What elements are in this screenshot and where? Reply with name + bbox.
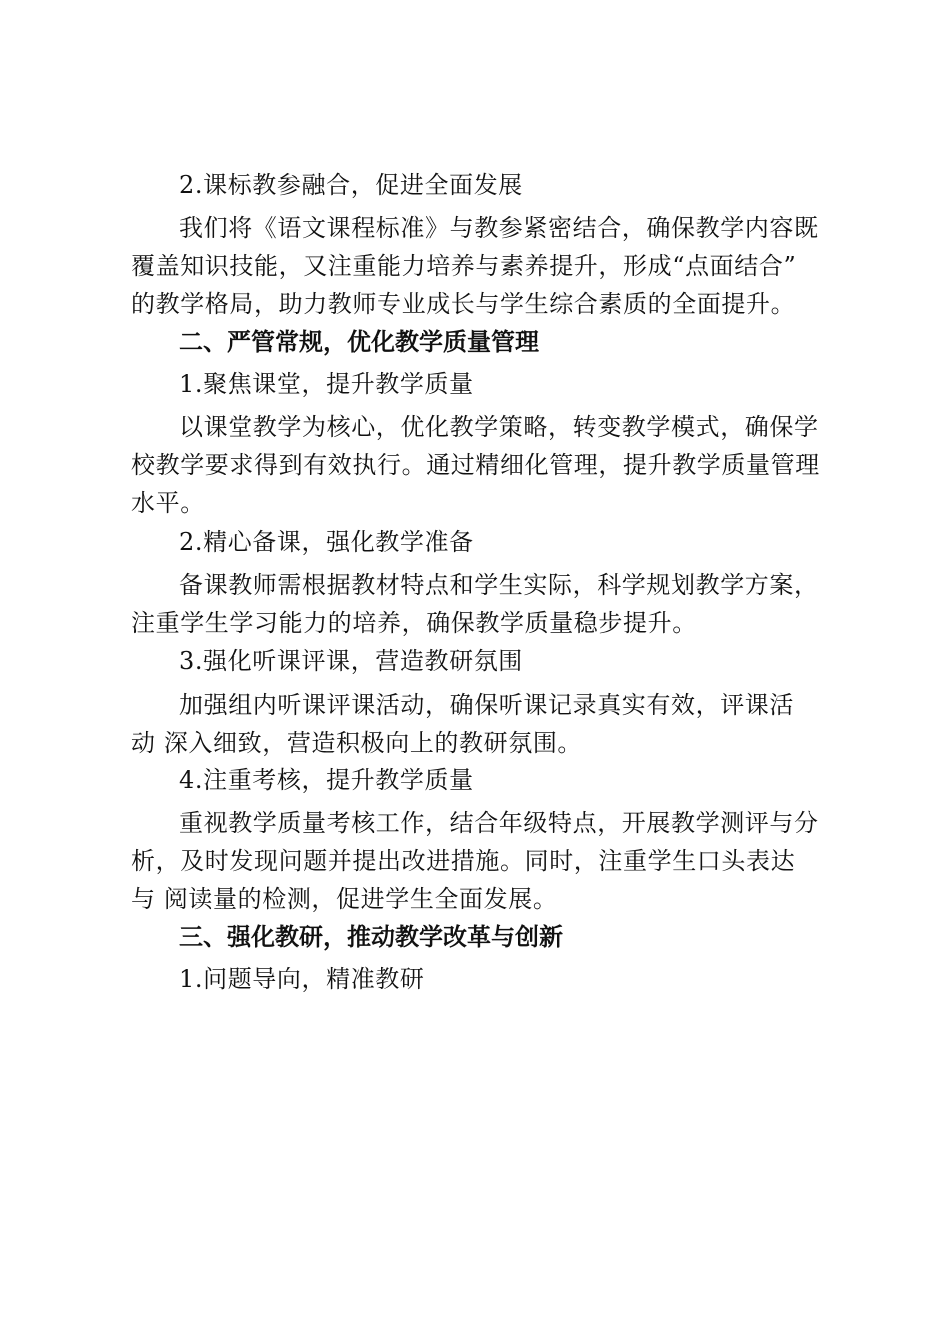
- subheading-problem-oriented: 1.问题导向，精准教研: [179, 965, 425, 993]
- paragraph-line: 我们将《语文课程标准》与教参紧密结合，确保教学内容既: [179, 214, 819, 242]
- subheading-lesson-preparation: 2.精心备课，强化教学准备: [179, 528, 474, 556]
- paragraph-line: 注重学生学习能力的培养，确保教学质量稳步提升。: [131, 609, 697, 637]
- section-heading-routine-management: 二、严管常规，优化教学质量管理: [179, 328, 539, 356]
- section-heading-teaching-research: 三、强化教研，推动教学改革与创新: [179, 923, 563, 951]
- paragraph-line: 校教学要求得到有效执行。通过精细化管理，提升教学质量管理: [131, 451, 820, 479]
- paragraph-line: 备课教师需根据教材特点和学生实际，科学规划教学方案，: [179, 571, 819, 599]
- subheading-lesson-observation: 3.强化听课评课，营造教研氛围: [179, 647, 523, 675]
- paragraph-line: 覆盖知识技能，又注重能力培养与素养提升，形成“点面结合”: [131, 252, 797, 280]
- paragraph-line: 水平。: [131, 489, 205, 517]
- paragraph-line: 的教学格局，助力教师专业成长与学生综合素质的全面提升。: [131, 290, 796, 318]
- paragraph-line: 以课堂教学为核心，优化教学策略，转变教学模式，确保学: [179, 413, 819, 441]
- paragraph-line: 重视教学质量考核工作，结合年级特点，开展教学测评与分: [179, 809, 819, 837]
- subheading-assessment: 4.注重考核，提升教学质量: [179, 766, 474, 794]
- paragraph-line: 加强组内听课评课活动，确保听课记录真实有效，评课活: [179, 691, 794, 719]
- paragraph-line: 析，及时发现问题并提出改进措施。同时，注重学生口头表达: [131, 847, 796, 875]
- paragraph-line: 动 深入细致，营造积极向上的教研氛围。: [131, 729, 583, 757]
- subheading-curriculum-integration: 2.课标教参融合，促进全面发展: [179, 171, 523, 199]
- paragraph-line: 与 阅读量的检测，促进学生全面发展。: [131, 885, 558, 913]
- subheading-focus-classroom: 1.聚焦课堂，提升教学质量: [179, 370, 474, 398]
